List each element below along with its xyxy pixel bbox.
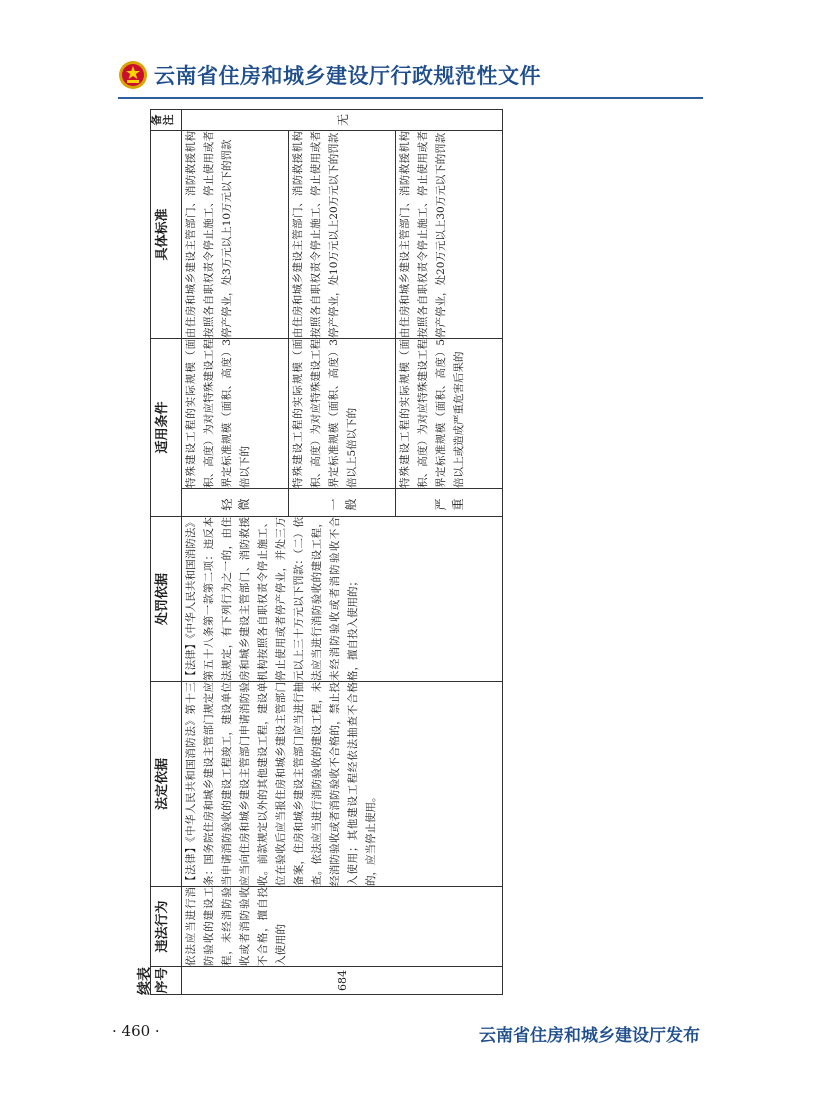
col-header-violation: 违法行为 [151,887,182,967]
row-penalty-basis: 【法律】《中华人民共和国消防法》第五十八条第一款第二项：违反本法规定，有下列行为之一的，由住房和城乡建设主管部门、消防救援机构按照各自职权责令停止施工、停止使用或者停产停业，并处三万元以上三十万元以下罚款：（二）依法应当进行消防验收的建设工程，未经消防验收或者消防验收不合格，擅自投入使用的； [182,517,503,682]
standard-general: 由住房和城乡建设主管部门、消防救援机构按照各自职权责令停止施工、停止使用或者停产停业，处10万元以上20万元以下的罚款 [289,130,396,338]
col-header-conditions: 适用条件 [151,338,182,516]
col-header-legal-basis: 法定依据 [151,682,182,887]
penalty-standard-table [150,109,503,995]
col-header-standard: 具体标准 [151,130,182,338]
severity-serious: 严重 [396,489,503,517]
table-header-row [151,109,182,994]
row-legal-basis: 【法律】《中华人民共和国消防法》第十三条：国务院住房和城乡建设主管部门规定应当申请消防验收的建设工程竣工，建设单位应当向住房和城乡建设主管部门申请消防验收。前款规定以外的其他建设工程，建设单位在验收后应当报住房和城乡建设主管部门备案，住房和城乡建设主管部门应当进行抽查。依法应当进行消防验收的建设工程，未经消防验收或者消防验收不合格的，禁止投入使用；其他建设工程经依法抽查不合格的，应当停止使用。 [182,682,503,887]
row-violation: 依法应当进行消防验收的建设工程，未经消防验收或者消防验收不合格，擅自投入使用的 [182,887,503,967]
condition-serious: 特殊建设工程的实际规模（面积、高度）为对应特殊建设工程界定标准规模（面积、高度）5倍以上或造成严重危害后果的 [396,338,503,488]
national-emblem-icon [118,60,148,90]
document-header [118,55,541,95]
rotated-table-area [130,110,505,995]
standard-minor: 由住房和城乡建设主管部门、消防救援机构按照各自职权责令停止施工、停止使用或者停产停业，处3万元以上10万元以下的罚款 [182,130,289,338]
severity-minor: 轻微 [182,489,289,517]
standard-serious: 由住房和城乡建设主管部门、消防救援机构按照各自职权责令停止施工、停止使用或者停产停业，处20万元以上30万元以下的罚款 [396,130,503,338]
continued-label: 续表 [137,967,153,995]
header-divider [118,97,703,99]
col-header-penalty-basis: 处罚依据 [151,517,182,682]
page-number: · 460 · [112,1022,160,1040]
col-header-remarks: 备注 [151,109,182,130]
condition-general: 特殊建设工程的实际规模（面积、高度）为对应特殊建设工程界定标准规模（面积、高度）3倍以上5倍以下的 [289,338,396,488]
row-seq: 684 [182,967,503,995]
severity-general: 一般 [289,489,396,517]
col-header-seq: 序号 [151,967,182,995]
publisher-label: 云南省住房和城乡建设厅发布 [479,1026,700,1046]
table-row [182,109,289,994]
document-series-title: 云南省住房和城乡建设厅行政规范性文件 [154,64,541,88]
condition-minor: 特殊建设工程的实际规模（面积、高度）为对应特殊建设工程界定标准规模（面积、高度）3倍以下的 [182,338,289,488]
row-remarks: 无 [182,109,503,130]
